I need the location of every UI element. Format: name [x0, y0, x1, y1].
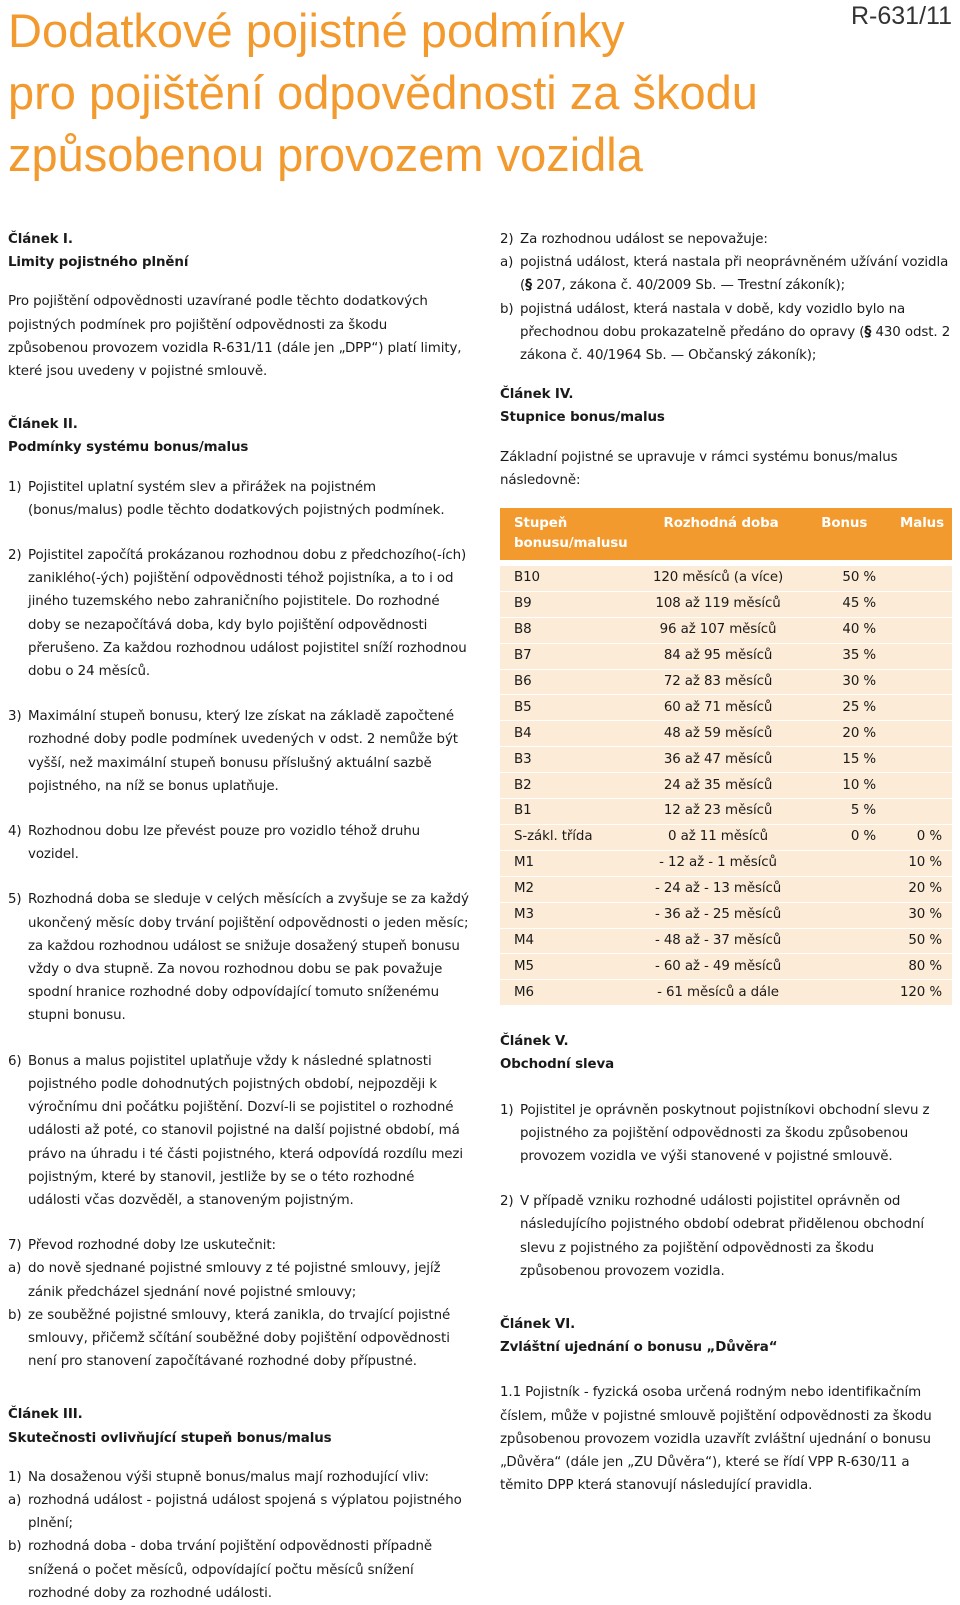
cell-bonus: 45 % [796, 591, 886, 617]
bonus-malus-table [500, 508, 952, 1006]
cell-period: 120 měsíců (a více) [640, 566, 797, 591]
article-heading: Článek IV. [500, 387, 574, 403]
sub-text: 430 odst. 2 zákona č. 40/1964 Sb. — Občanský zákoník); [520, 324, 951, 364]
cell-period: - 48 až - 37 měsíců [640, 928, 797, 954]
article-3 [8, 1403, 470, 1605]
cell-malus: 50 % [886, 928, 952, 954]
article-heading: Článek III. [8, 1407, 83, 1423]
cell-grade: S-zákl. třída [500, 824, 640, 850]
cell-period: 108 až 119 měsíců [640, 591, 797, 617]
cell-malus [886, 799, 952, 825]
cell-bonus: 15 % [796, 747, 886, 773]
document-number: R-631/11 [851, 2, 952, 30]
item-text: Maximální stupeň bonusu, který lze získat na základě započtené rozhodné doby podle podmínek uvedených v odst. 2 nemůže být vyšší, než maximální stupeň bonusu příslušný aktuální sazbě pojistného, na níž se bonus uplatňuje. [28, 709, 458, 794]
item-text: Rozhodná doba se sleduje v celých měsících a zvyšuje se za každý ukončený měsíc doby trvání pojištění odpovědnosti o jeden měsíc; za každou rozhodnou událost se snižuje dosažený stupeň bonusu vždy o dva stupně. Za novou rozhodnou dobu se pak považuje spodní hranice rozhodné doby odpovídající tomuto sníženému stupni bonusu. [28, 892, 469, 1024]
sub-label: a) [8, 1492, 22, 1508]
article-heading: Článek I. [8, 232, 73, 247]
cell-malus [886, 643, 952, 669]
cell-bonus [796, 902, 886, 928]
article-heading: Článek V. [500, 1034, 569, 1050]
article-6 [500, 1313, 952, 1497]
item-label: 2) [500, 232, 514, 247]
item-label: 1) [500, 1102, 514, 1118]
article-subheading: Zvláštní ujednání o bonusu „Důvěra“ [500, 1340, 778, 1356]
cell-bonus: 0 % [796, 824, 886, 850]
table-row [500, 643, 952, 669]
col-header-period: Rozhodná doba [640, 508, 797, 560]
article-text: Pro pojištění odpovědnosti uzavírané podle těchto dodatkových pojistných podmínek pro pojištění odpovědnosti za škodu způsobenou provozem vozidla R-631/11 (dále jen „DPP“) platí limity, které jsou uvedeny v pojistné smlouvě. [8, 294, 462, 380]
cell-bonus: 30 % [796, 669, 886, 695]
article-2 [8, 413, 470, 1373]
cell-grade: M6 [500, 980, 640, 1006]
sub-label: b) [8, 1539, 22, 1555]
cell-bonus: 40 % [796, 617, 886, 643]
item-label: 7) [8, 1238, 22, 1254]
sub-text: rozhodná doba - doba trvání pojištění odpovědnosti případně snížená o počet měsíců, odpovídající počtu měsíců snížení rozhodné doby za rozhodné události. [28, 1539, 433, 1601]
title-line: způsobenou provozem vozidla [8, 128, 643, 181]
item-label: 2) [500, 1194, 514, 1210]
cell-grade: B2 [500, 773, 640, 799]
item-text: V případě vzniku rozhodné události pojistitel oprávněn od následujícího pojistného období odebrat přidělenou obchodní slevu z pojistného za pojištění odpovědnosti za škodu způsobenou provozem vozidla. [520, 1194, 924, 1279]
sub-item [8, 1489, 470, 1535]
cell-period: 36 až 47 měsíců [640, 747, 797, 773]
cell-grade: B6 [500, 669, 640, 695]
cell-bonus [796, 980, 886, 1006]
table-row [500, 617, 952, 643]
cell-malus [886, 747, 952, 773]
article-heading: Článek II. [8, 417, 78, 433]
list-item [8, 1050, 470, 1212]
item-text: Pojistitel uplatní systém slev a přirážek na pojistném (bonus/malus) podle těchto dodatkových pojistných podmínek. [28, 479, 445, 518]
cell-period: 60 až 71 měsíců [640, 695, 797, 721]
col-header-bonus: Bonus [796, 508, 886, 560]
cell-period: - 36 až - 25 měsíců [640, 902, 797, 928]
table-row [500, 669, 952, 695]
item-label: 1) [8, 1469, 22, 1485]
cell-bonus [796, 928, 886, 954]
sub-text: rozhodná událost - pojistná událost spojená s výplatou pojistného plnění; [28, 1492, 462, 1532]
cell-grade: M5 [500, 954, 640, 980]
item-text: Převod rozhodné doby lze uskutečnit: [28, 1238, 276, 1254]
cell-malus [886, 721, 952, 747]
cell-period: 48 až 59 měsíců [640, 721, 797, 747]
sub-text: 207, zákona č. 40/2009 Sb. — Trestní zákoník); [532, 278, 845, 294]
cell-grade: B5 [500, 695, 640, 721]
title-line: Dodatkové pojistné podmínky [8, 4, 625, 57]
cell-bonus: 50 % [796, 566, 886, 591]
cell-grade: B7 [500, 643, 640, 669]
item-text: Pojistitel je oprávněn poskytnout pojistníkovi obchodní slevu z pojistného za pojištění odpovědnosti za škodu způsobenou provozem vozidla ve výši stanovené v pojistné smlouvě. [520, 1102, 930, 1164]
exclusions-block [500, 228, 952, 367]
list-item [8, 1466, 470, 1489]
item-label: 2) [8, 548, 22, 564]
item-label: 3) [8, 709, 22, 725]
cell-period: 72 až 83 měsíců [640, 669, 797, 695]
table-header-row [500, 508, 952, 560]
cell-grade: B3 [500, 747, 640, 773]
cell-grade: M1 [500, 850, 640, 876]
cell-grade: M3 [500, 902, 640, 928]
article-subheading: Stupnice bonus/malus [500, 410, 665, 426]
item-text: Pojistitel započítá prokázanou rozhodnou dobu z předchozího(-ích) zaniklého(-ých) pojištění odpovědnosti téhož pojistníka, a to i od jiného tuzemského nebo zahraničního pojistitele. Do rozhodné doby se nezapočítává doba, kdy bylo pojištění odpovědnosti přerušeno. Za každou rozhodnou událost pojistitel sníží rozhodnou dobu o 24 měsíců. [28, 548, 467, 680]
cell-bonus: 10 % [796, 773, 886, 799]
article-4 [500, 383, 952, 1006]
table-row [500, 799, 952, 825]
table-row [500, 928, 952, 954]
table-row [500, 695, 952, 721]
table-row [500, 566, 952, 591]
article-heading: Článek VI. [500, 1317, 576, 1332]
sub-text: pojistná událost, která nastala v době, kdy vozidlo bylo na přechodnou dobu prokazatelně předáno do opravy ( [520, 301, 906, 340]
sub-item [8, 1535, 470, 1605]
item-label: 4) [8, 824, 22, 840]
cell-malus [886, 591, 952, 617]
cell-bonus: 35 % [796, 643, 886, 669]
article-subheading: Podmínky systému bonus/malus [8, 440, 249, 456]
table-row [500, 773, 952, 799]
cell-period: 12 až 23 měsíců [640, 799, 797, 825]
sub-label: a) [8, 1261, 22, 1277]
sub-text: pojistná událost, která nastala při neoprávněném užívání vozidla ( [520, 255, 949, 294]
cell-period: 96 až 107 měsíců [640, 617, 797, 643]
item-label: 6) [8, 1053, 22, 1069]
cell-bonus: 25 % [796, 695, 886, 721]
sub-item [500, 298, 952, 368]
sub-item [8, 1304, 470, 1374]
cell-period: - 12 až - 1 měsíců [640, 850, 797, 876]
cell-bonus: 20 % [796, 721, 886, 747]
cell-bonus: 5 % [796, 799, 886, 825]
cell-bonus [796, 954, 886, 980]
cell-grade: M4 [500, 928, 640, 954]
table-row [500, 721, 952, 747]
list-item [8, 888, 470, 1027]
cell-grade: B9 [500, 591, 640, 617]
sub-label: b) [500, 301, 514, 317]
list-item [8, 476, 470, 522]
cell-malus: 30 % [886, 902, 952, 928]
table-row [500, 591, 952, 617]
table-row [500, 850, 952, 876]
table-body [500, 566, 952, 1006]
paragraph-sign-icon: § [864, 323, 872, 340]
sub-label: b) [8, 1307, 22, 1323]
col-header-malus: Malus [886, 508, 952, 560]
cell-grade: B10 [500, 566, 640, 591]
table-row [500, 824, 952, 850]
cell-bonus [796, 850, 886, 876]
article-subheading: Obchodní sleva [500, 1057, 615, 1073]
cell-period: - 61 měsíců a dále [640, 980, 797, 1006]
cell-period: - 60 až - 49 měsíců [640, 954, 797, 980]
item-label: 1) [8, 479, 22, 495]
cell-period: 84 až 95 měsíců [640, 643, 797, 669]
paragraph-sign-icon: § [525, 277, 533, 294]
list-item [500, 228, 952, 251]
article-intro: Základní pojistné se upravuje v rámci systému bonus/malus následovně: [500, 449, 898, 488]
cell-malus: 20 % [886, 876, 952, 902]
sub-item [500, 251, 952, 297]
col-header-grade: Stupeň bonusu/malusu [500, 508, 640, 560]
sub-item [8, 1257, 470, 1303]
cell-malus: 80 % [886, 954, 952, 980]
sub-text: ze souběžné pojistné smlouvy, která zanikla, do trvající pojistné smlouvy, přičemž sčítání souběžné doby pojištění odpovědnosti není pro stanovení započítávané rozhodné doby přípustné. [28, 1307, 451, 1370]
cell-malus [886, 566, 952, 591]
cell-malus [886, 617, 952, 643]
cell-malus: 10 % [886, 850, 952, 876]
list-item [8, 705, 470, 798]
cell-period: 0 až 11 měsíců [640, 824, 797, 850]
right-column [500, 228, 952, 1497]
table-row [500, 954, 952, 980]
list-item [8, 544, 470, 683]
cell-grade: B4 [500, 721, 640, 747]
list-item [8, 1234, 470, 1257]
cell-grade: B8 [500, 617, 640, 643]
article-1 [8, 228, 470, 383]
article-5 [500, 1030, 952, 1283]
document-title [8, 0, 868, 186]
cell-malus [886, 669, 952, 695]
left-column [8, 228, 470, 1605]
table-row [500, 902, 952, 928]
list-item [500, 1099, 952, 1169]
sub-text: do nově sjednané pojistné smlouvy z té pojistné smlouvy, jejíž zánik předcházel sjednání nové pojistné smlouvy; [28, 1261, 441, 1300]
list-item [500, 1190, 952, 1283]
item-text: Bonus a malus pojistitel uplatňuje vždy k následné splatnosti pojistného podle dohodnutých pojistných období, nejpozději k výročnímu dni počátku pojištění. Dozví-li se pojistitel o rozhodné události až poté, co stanovil pojistné na další pojistné období, má právo na úhradu i té části pojistného, která odpovídá rozdílu mezi pojistným, které by stanovil, jestliže by se o této rozhodné události včas dozvěděl, a stanoveným pojistným. [28, 1053, 463, 1208]
item-label: 5) [8, 892, 22, 908]
item-text: Rozhodnou dobu lze převést pouze pro vozidlo téhož druhu vozidel. [28, 824, 421, 863]
item-text: Za rozhodnou událost se nepovažuje: [520, 232, 768, 247]
cell-grade: M2 [500, 876, 640, 902]
cell-bonus [796, 876, 886, 902]
article-text: 1.1 Pojistník - fyzická osoba určená rodným nebo identifikačním číslem, může v pojistné smlouvě pojištění odpovědnosti za škodu způsobenou provozem vozidla uzavřít zvláštní ujednání o bonusu „Důvěra“ (dále jen „ZU Důvěra“), které se řídí VPP R-630/11 a těmito DPP která stanovují následující pravidla. [500, 1385, 932, 1494]
table-row [500, 876, 952, 902]
table-row [500, 747, 952, 773]
cell-grade: B1 [500, 799, 640, 825]
article-subheading: Limity pojistného plnění [8, 255, 189, 271]
table-row [500, 980, 952, 1006]
cell-malus [886, 695, 952, 721]
cell-period: 24 až 35 měsíců [640, 773, 797, 799]
title-line: pro pojištění odpovědnosti za škodu [8, 66, 758, 119]
article-subheading: Skutečnosti ovlivňující stupeň bonus/malus [8, 1430, 332, 1446]
cell-malus [886, 773, 952, 799]
item-text: Na dosaženou výši stupně bonus/malus mají rozhodující vliv: [28, 1469, 429, 1485]
sub-label: a) [500, 255, 514, 271]
cell-malus: 120 % [886, 980, 952, 1006]
cell-malus: 0 % [886, 824, 952, 850]
cell-period: - 24 až - 13 měsíců [640, 876, 797, 902]
list-item [8, 820, 470, 866]
